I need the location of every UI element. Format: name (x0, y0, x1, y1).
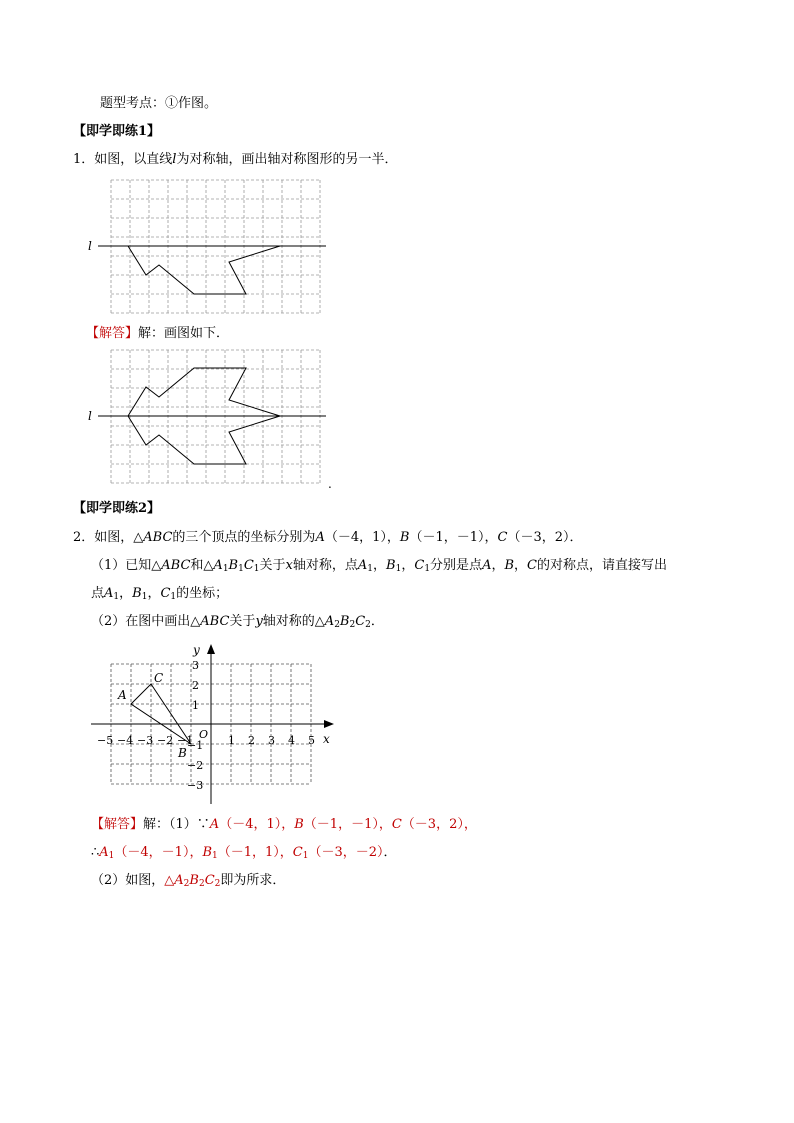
axis-label-l: l (88, 409, 92, 423)
x-tick: −3 (137, 734, 154, 747)
x-tick: 3 (268, 734, 275, 747)
topic-point: 题型考点：①作图。 (100, 96, 218, 111)
practice2-part1-line1: （1）已知△ABC和$\triangle A_1B_1C_1$关于x轴对称，点$A_1$，$B_1$，$C_1$分别是点A，B，C的对称点，请直接写出 (91, 558, 668, 574)
point-label-c: C (154, 671, 164, 685)
y-tick: −2 (187, 759, 204, 772)
x-tick: 4 (288, 734, 295, 747)
x-tick: 1 (228, 734, 235, 747)
x-tick: 5 (308, 734, 315, 747)
practice1-answer-figure (86, 348, 346, 490)
origin-label: O (199, 728, 209, 741)
practice2-answer-line2: $\therefore A_1(-4$，－1），$B_1(-1$，1），$C_1(-3$，－2）． (91, 845, 397, 861)
point-label-a: A (118, 688, 127, 702)
trailing-period: . (328, 477, 332, 490)
y-tick: −3 (187, 779, 204, 792)
x-axis-arrow (324, 720, 334, 728)
x-axis-label: x (323, 732, 330, 746)
y-tick: 2 (192, 679, 199, 692)
practice1-answer: 【解答】解：画图如下． (86, 326, 230, 341)
practice2-part1-line2: 点$A_1$，$B_1$，$C_1$的坐标； (91, 586, 229, 602)
y-axis-arrow (207, 644, 215, 654)
x-tick: −1 (177, 734, 194, 747)
point-label-b: B (178, 746, 187, 760)
y-tick: −1 (187, 739, 204, 752)
lower-half (128, 416, 280, 464)
x-tick: 2 (248, 734, 255, 747)
axis-label-l: l (88, 239, 92, 253)
practice2-answer-line3: （2）如图，$\triangle A_2B_2C_2$即为所求． (91, 873, 286, 889)
y-tick: 3 (192, 659, 199, 672)
practice2-answer-line1: 【解答】解：（1）∵A（－4，1），B（－1，－1），C（－3，2）， (91, 817, 477, 832)
half-figure (128, 246, 280, 294)
x-tick: −2 (157, 734, 174, 747)
y-axis-label: y (193, 643, 200, 657)
x-tick: −5 (97, 734, 114, 747)
practice2-part2: （2）在图中画出△ABC关于y轴对称的$\triangle A_2B_2C_2$． (91, 614, 384, 630)
x-tick: −4 (117, 734, 134, 747)
practice2-heading: 【即学即练2】 (73, 501, 161, 516)
practice1-heading: 【即学即练1】 (73, 124, 161, 139)
coordinate-graph (88, 640, 348, 808)
practice1-question-figure (86, 178, 336, 318)
practice2-question: 2．如图，△ABC的三个顶点的坐标分别为A（－4，1），B（－1，－1），C（－3，2）． (73, 530, 583, 545)
y-tick: 1 (192, 699, 199, 712)
upper-half-mirrored (128, 368, 280, 416)
practice1-question: 1．如图，以直线l为对称轴，画出轴对称图形的另一半． (73, 152, 398, 167)
